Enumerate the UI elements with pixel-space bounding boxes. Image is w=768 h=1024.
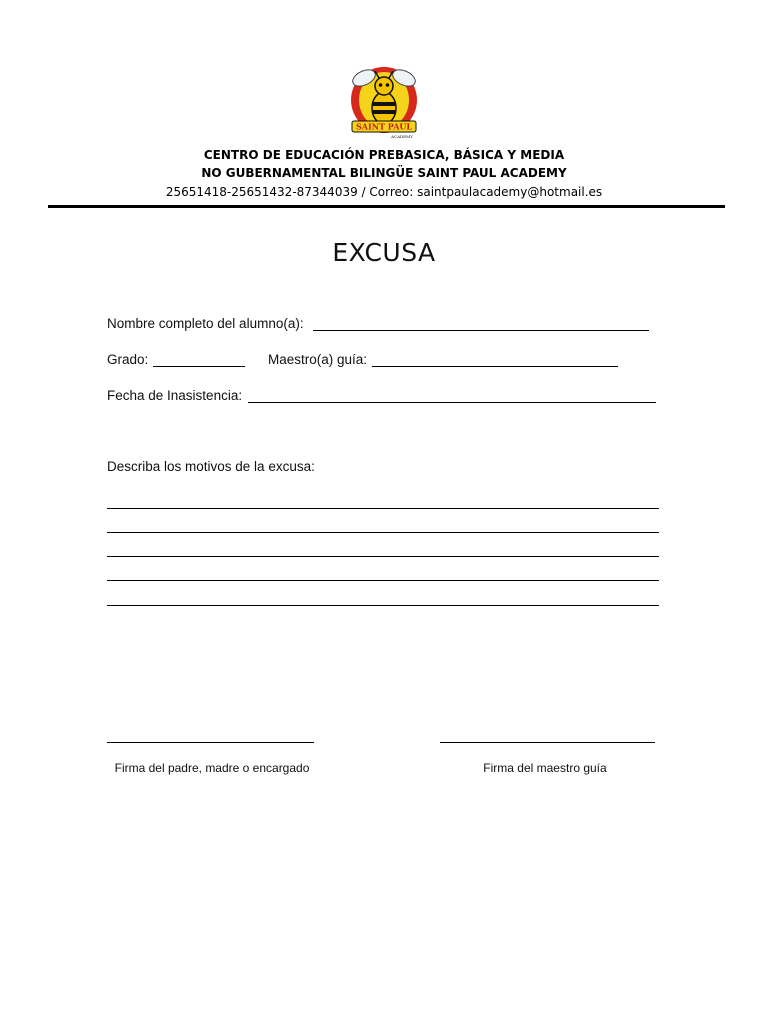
fecha-field[interactable] [248,402,656,403]
fecha-label: Fecha de Inasistencia: [107,388,243,403]
contact-line: 25651418-25651432-87344039 / Correo: saintpaulacademy@hotmail.es [165,185,603,199]
grado-label: Grado: [107,352,149,367]
grado-field[interactable] [153,366,245,367]
nombre-field[interactable] [313,330,649,331]
logo-subwordmark: ACADEMY [391,134,413,139]
school-type-line: CENTRO DE EDUCACIÓN PREBASICA, BÁSICA Y MEDIA [203,148,565,162]
motivos-line-3[interactable] [107,556,659,557]
parent-signature-label: Firma del padre, madre o encargado [114,761,310,775]
motivos-line-1[interactable] [107,508,659,509]
school-name-line: NO GUBERNAMENTAL BILINGÜE SAINT PAUL ACADEMY [201,166,567,180]
page-title: EXCUSA [332,238,436,267]
motivos-line-4[interactable] [107,580,659,581]
nombre-label: Nombre completo del alumno(a): [107,316,304,331]
motivos-line-2[interactable] [107,532,659,533]
logo-wordmark: SAINT PAUL [355,121,413,132]
motivos-label: Describa los motivos de la excusa: [107,459,315,474]
maestro-label: Maestro(a) guía: [268,352,368,367]
school-logo [344,64,424,140]
maestro-field[interactable] [372,366,618,367]
teacher-signature-label: Firma del maestro guía [483,761,607,775]
header-divider [48,205,725,208]
parent-signature-line[interactable] [107,742,314,743]
motivos-line-5[interactable] [107,605,659,606]
teacher-signature-line[interactable] [440,742,655,743]
